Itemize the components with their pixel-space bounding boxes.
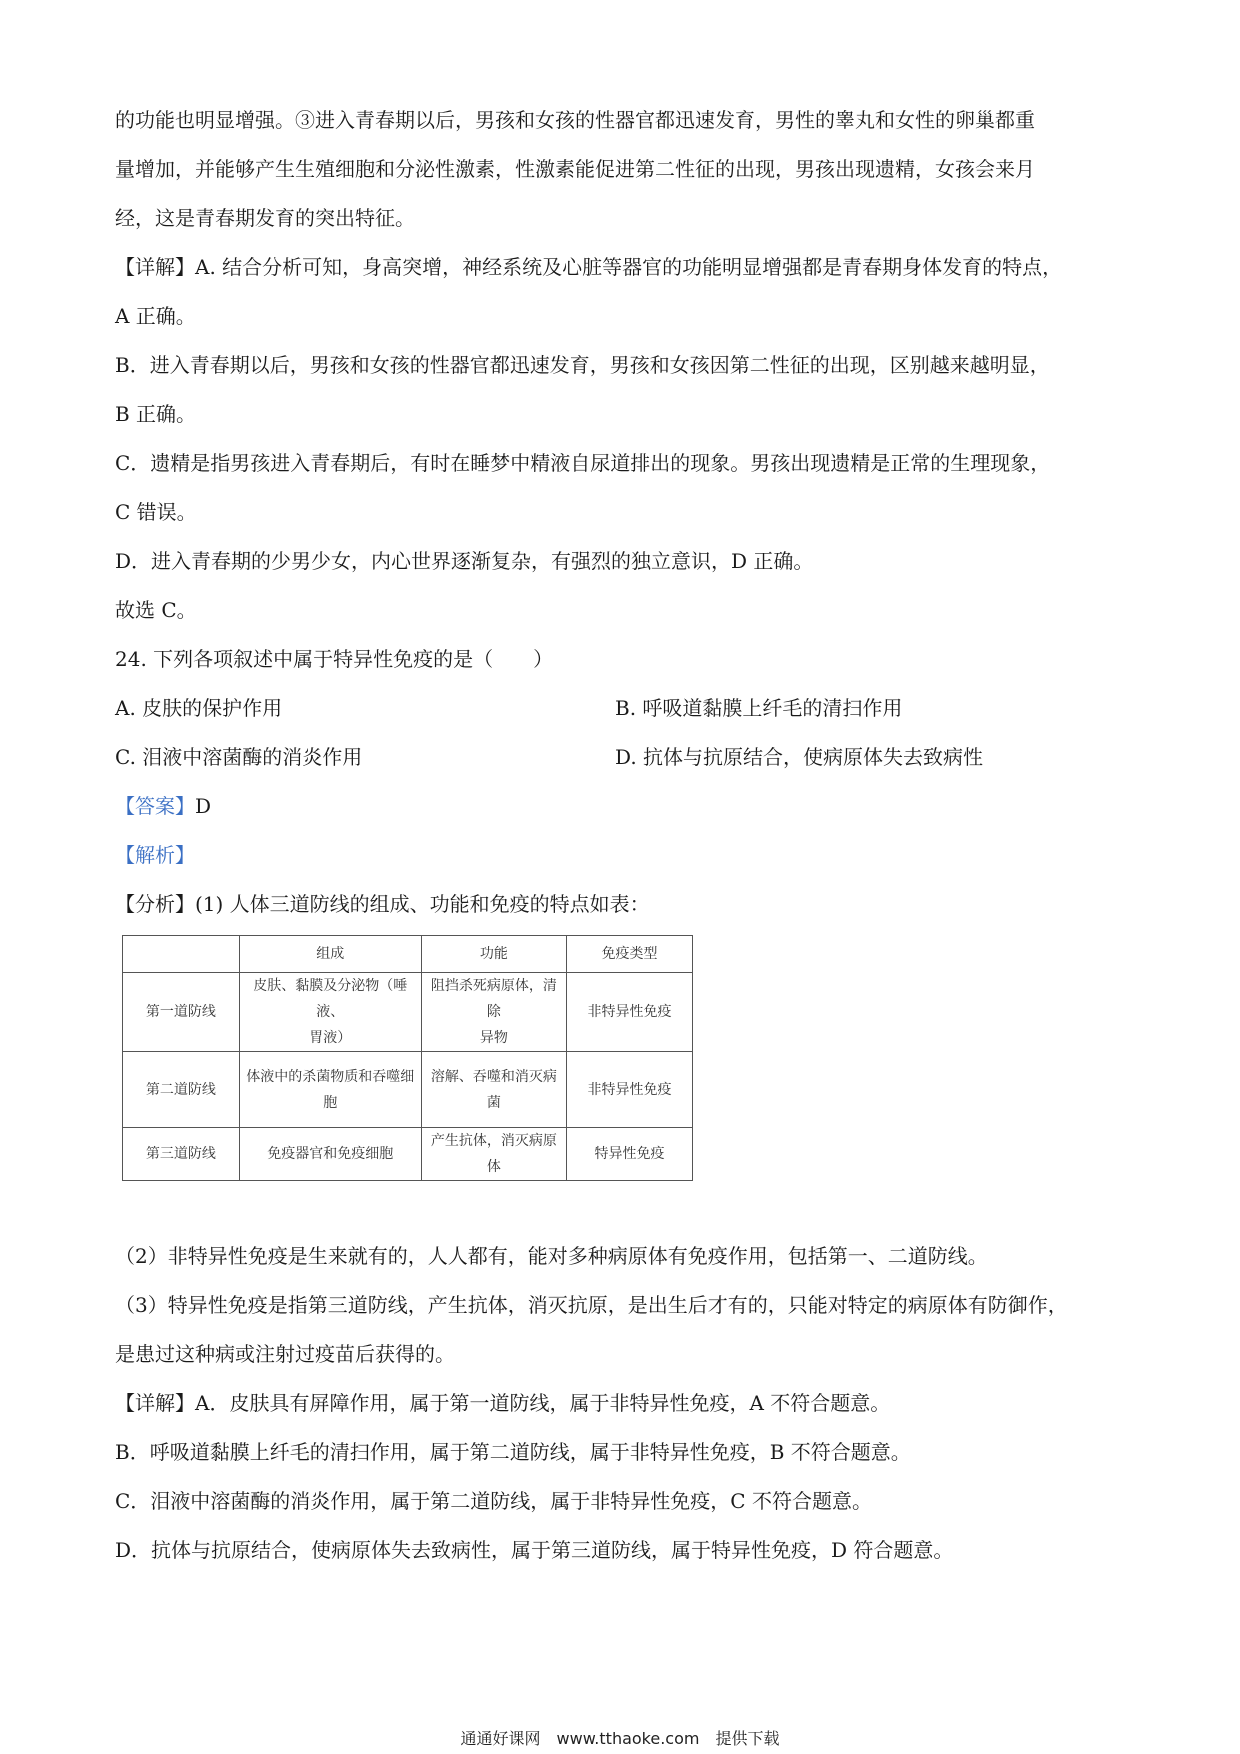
text-line: C．遗精是指男孩进入青春期后，有时在睡梦中精液自尿道排出的现象。男孩出现遗精是正常的生理现象，	[115, 451, 1051, 475]
defense-lines-table	[122, 935, 693, 1181]
option-b: B. 呼吸道黏膜上纤毛的清扫作用	[615, 696, 903, 720]
table-cell: 非特异性免疫	[566, 973, 692, 1052]
cell-line: 异物	[479, 1030, 508, 1046]
table-header-row	[123, 936, 693, 973]
table-row	[123, 1128, 693, 1181]
text-line: 故选 C。	[115, 598, 197, 622]
cell-line: 胞	[323, 1094, 338, 1111]
text-line: 的功能也明显增强。③进入青春期以后，男孩和女孩的性器官都迅速发育，男性的睾丸和女性的卵巢都重	[115, 108, 1035, 132]
text-line: C 错误。	[115, 500, 197, 524]
answer-label: 【答案】	[115, 794, 195, 818]
table-row	[123, 1052, 693, 1128]
question-stem: 24. 下列各项叙述中属于特异性免疫的是（ ）	[115, 647, 554, 671]
text-line: 【详解】A. 结合分析可知，身高突增，神经系统及心脏等器官的功能明显增强都是青春期身体发育的特点，	[115, 255, 1063, 279]
cell-line: 皮肤、黏膜及分泌物（唾液、	[253, 978, 408, 1020]
text-line: 是患过这种病或注射过疫苗后获得的。	[115, 1342, 455, 1366]
answer-value: D	[195, 794, 212, 818]
table-row	[123, 973, 693, 1052]
text-line: 量增加，并能够产生生殖细胞和分泌性激素，性激素能促进第二性征的出现，男孩出现遗精，女孩会来月	[115, 157, 1035, 181]
document-body	[115, 96, 1145, 929]
text-line: D．抗体与抗原结合，使病原体失去致病性，属于第三道防线，属于特异性免疫，D 符合题意。	[115, 1538, 954, 1562]
text-line: （3）特异性免疫是指第三道防线，产生抗体，消灭抗原，是出生后才有的，只能对特定的病原体有防御作，	[115, 1293, 1068, 1317]
cell-line: 胃液）	[309, 1030, 352, 1046]
option-a: A. 皮肤的保护作用	[115, 696, 283, 720]
table-cell: 溶解、吞噬和消灭病菌	[421, 1052, 566, 1128]
text-line: B 正确。	[115, 402, 197, 426]
table-cell	[421, 973, 566, 1052]
text-line: C．泪液中溶菌酶的消炎作用，属于第二道防线，属于非特异性免疫，C 不符合题意。	[115, 1489, 872, 1513]
table-header-cell	[123, 936, 240, 973]
table-header-cell: 组成	[239, 936, 421, 973]
table-cell	[239, 1052, 421, 1128]
table-cell: 免疫器官和免疫细胞	[239, 1128, 421, 1181]
option-c: C. 泪液中溶菌酶的消炎作用	[115, 745, 363, 769]
table-cell: 第一道防线	[123, 973, 240, 1052]
table-cell: 特异性免疫	[566, 1128, 692, 1181]
cell-line: 阻挡杀死病原体，清除	[430, 978, 557, 1020]
options-row	[115, 733, 1145, 782]
analysis-label: 【解析】	[115, 843, 195, 867]
answer-line	[115, 782, 1145, 831]
text-line: 经，这是青春期发育的突出特征。	[115, 206, 415, 230]
text-line: A 正确。	[115, 304, 196, 328]
text-line: （2）非特异性免疫是生来就有的，人人都有，能对多种病原体有免疫作用，包括第一、二道防线。	[115, 1244, 988, 1268]
option-d: D. 抗体与抗原结合，使病原体失去致病性	[615, 745, 984, 769]
text-line: 【详解】A．皮肤具有屏障作用，属于第一道防线，属于非特异性免疫，A 不符合题意。	[115, 1391, 891, 1415]
analysis-intro: 【分析】(1) 人体三道防线的组成、功能和免疫的特点如表：	[115, 892, 650, 916]
text-line: B．进入青春期以后，男孩和女孩的性器官都迅速发育，男孩和女孩因第二性征的出现，区别越来越明显，	[115, 353, 1050, 377]
document-body-lower	[115, 1232, 1145, 1575]
table-header-cell: 功能	[421, 936, 566, 973]
table-cell: 非特异性免疫	[566, 1052, 692, 1128]
table-cell: 产生抗体，消灭病原体	[421, 1128, 566, 1181]
table-cell: 第三道防线	[123, 1128, 240, 1181]
table-cell: 第二道防线	[123, 1052, 240, 1128]
page-footer: 通通好课网 www.tthaoke.com 提供下载	[460, 1729, 780, 1748]
table-header-cell: 免疫类型	[566, 936, 692, 973]
text-line: B．呼吸道黏膜上纤毛的清扫作用，属于第二道防线，属于非特异性免疫，B 不符合题意。	[115, 1440, 911, 1464]
cell-line: 体液中的杀菌物质和吞噬细	[246, 1068, 415, 1085]
table-cell	[239, 973, 421, 1052]
options-row	[115, 684, 1145, 733]
text-line: D．进入青春期的少男少女，内心世界逐渐复杂，有强烈的独立意识，D 正确。	[115, 549, 814, 573]
